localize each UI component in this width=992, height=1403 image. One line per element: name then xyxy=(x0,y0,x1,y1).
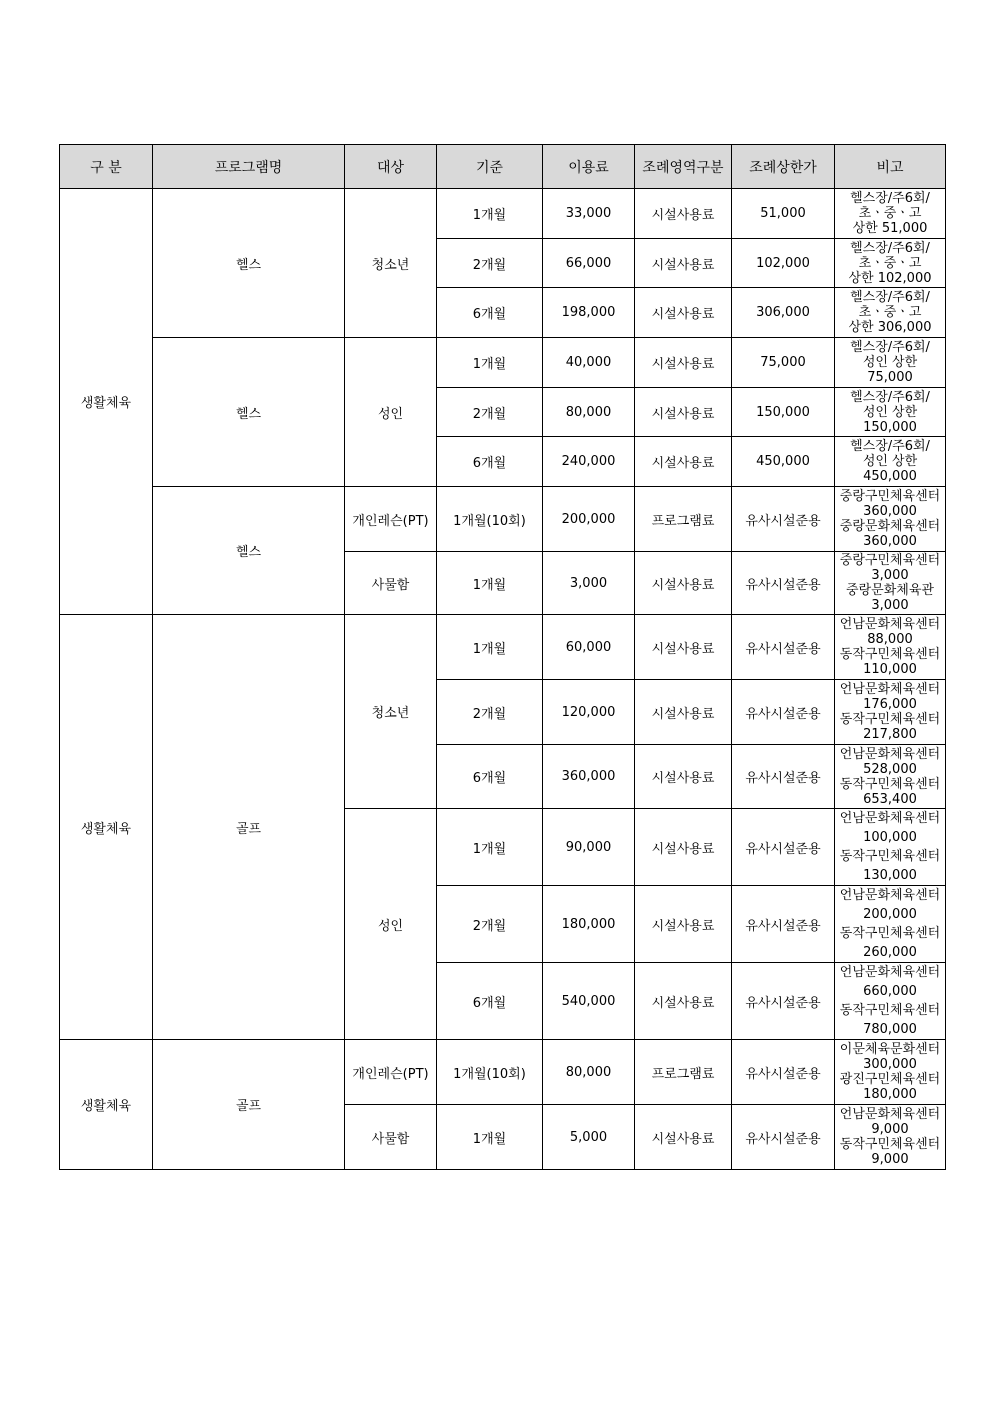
program-cell: 골프 xyxy=(153,615,345,1040)
target-cell: 사물함 xyxy=(345,1105,437,1170)
type-cell: 시설사용료 xyxy=(635,680,732,745)
type-cell: 프로그램료 xyxy=(635,1040,732,1105)
table-row xyxy=(60,615,946,680)
program-cell: 헬스 xyxy=(153,487,345,615)
type-cell: 시설사용료 xyxy=(635,239,732,288)
fee-cell: 3,000 xyxy=(543,552,635,615)
program-cell: 헬스 xyxy=(153,338,345,487)
note-cell: 헬스장/주6회/ 성인 상한 450,000 xyxy=(835,437,946,487)
type-cell: 시설사용료 xyxy=(635,809,732,886)
limit-cell: 유사시설준용 xyxy=(732,615,835,680)
basis-cell: 6개월 xyxy=(437,745,543,809)
limit-cell: 102,000 xyxy=(732,239,835,288)
limit-cell: 유사시설준용 xyxy=(732,886,835,963)
type-cell: 시설사용료 xyxy=(635,886,732,963)
header-program: 프로그램명 xyxy=(153,145,345,189)
target-cell: 성인 xyxy=(345,809,437,1040)
note-cell: 중랑구민체육센터 360,000 중랑문화체육센터 360,000 xyxy=(835,487,946,552)
fee-cell: 200,000 xyxy=(543,487,635,552)
table-row xyxy=(60,189,946,239)
basis-cell: 1개월 xyxy=(437,809,543,886)
basis-cell: 1개월 xyxy=(437,552,543,615)
header-target: 대상 xyxy=(345,145,437,189)
basis-cell: 1개월 xyxy=(437,189,543,239)
note-cell: 헬스장/주6회/ 성인 상한 75,000 xyxy=(835,338,946,388)
basis-cell: 1개월 xyxy=(437,615,543,680)
fee-cell: 40,000 xyxy=(543,338,635,388)
note-cell: 언남문화체육센터 88,000 동작구민체육센터 110,000 xyxy=(835,615,946,680)
type-cell: 시설사용료 xyxy=(635,552,732,615)
note-cell: 언남문화체육센터 528,000 동작구민체육센터 653,400 xyxy=(835,745,946,809)
note-cell: 헬스장/주6회/ 초ㆍ중ㆍ고 상한 102,000 xyxy=(835,239,946,288)
limit-cell: 유사시설준용 xyxy=(732,809,835,886)
category-cell: 생활체육 xyxy=(60,1040,153,1170)
program-cell: 헬스 xyxy=(153,189,345,338)
limit-cell: 유사시설준용 xyxy=(732,552,835,615)
limit-cell: 75,000 xyxy=(732,338,835,388)
target-cell: 개인레슨(PT) xyxy=(345,1040,437,1105)
limit-cell: 450,000 xyxy=(732,437,835,487)
type-cell: 시설사용료 xyxy=(635,338,732,388)
type-cell: 시설사용료 xyxy=(635,963,732,1040)
basis-cell: 6개월 xyxy=(437,288,543,338)
fee-cell: 540,000 xyxy=(543,963,635,1040)
header-fee: 이용료 xyxy=(543,145,635,189)
type-cell: 시설사용료 xyxy=(635,615,732,680)
note-cell: 중랑구민체육센터 3,000 중랑문화체육관 3,000 xyxy=(835,552,946,615)
note-cell: 헬스장/주6회/ 초ㆍ중ㆍ고 상한 51,000 xyxy=(835,189,946,239)
limit-cell: 51,000 xyxy=(732,189,835,239)
target-cell: 성인 xyxy=(345,338,437,487)
basis-cell: 6개월 xyxy=(437,963,543,1040)
fee-cell: 90,000 xyxy=(543,809,635,886)
fee-cell: 80,000 xyxy=(543,1040,635,1105)
basis-cell: 1개월 xyxy=(437,338,543,388)
basis-cell: 2개월 xyxy=(437,239,543,288)
fee-cell: 198,000 xyxy=(543,288,635,338)
header-ordinance-type: 조례영역구분 xyxy=(635,145,732,189)
limit-cell: 306,000 xyxy=(732,288,835,338)
header-row xyxy=(60,145,946,189)
target-cell: 청소년 xyxy=(345,189,437,338)
category-cell: 생활체육 xyxy=(60,615,153,1040)
header-ordinance-limit: 조례상한가 xyxy=(732,145,835,189)
target-cell: 사물함 xyxy=(345,552,437,615)
basis-cell: 1개월(10회) xyxy=(437,487,543,552)
fee-table xyxy=(59,144,946,1170)
note-cell: 언남문화체육센터 660,000 동작구민체육센터 780,000 xyxy=(835,963,946,1040)
limit-cell: 150,000 xyxy=(732,388,835,437)
note-cell: 언남문화체육센터 9,000 동작구민체육센터 9,000 xyxy=(835,1105,946,1170)
header-category: 구 분 xyxy=(60,145,153,189)
note-cell: 헬스장/주6회/ 성인 상한 150,000 xyxy=(835,388,946,437)
limit-cell: 유사시설준용 xyxy=(732,1040,835,1105)
limit-cell: 유사시설준용 xyxy=(732,963,835,1040)
note-cell: 언남문화체육센터 200,000 동작구민체육센터 260,000 xyxy=(835,886,946,963)
limit-cell: 유사시설준용 xyxy=(732,1105,835,1170)
fee-cell: 33,000 xyxy=(543,189,635,239)
basis-cell: 6개월 xyxy=(437,437,543,487)
type-cell: 프로그램료 xyxy=(635,487,732,552)
target-cell: 청소년 xyxy=(345,615,437,809)
note-cell: 언남문화체육센터 100,000 동작구민체육센터 130,000 xyxy=(835,809,946,886)
fee-cell: 66,000 xyxy=(543,239,635,288)
header-basis: 기준 xyxy=(437,145,543,189)
type-cell: 시설사용료 xyxy=(635,437,732,487)
fee-cell: 240,000 xyxy=(543,437,635,487)
fee-cell: 180,000 xyxy=(543,886,635,963)
table-row xyxy=(60,338,946,388)
type-cell: 시설사용료 xyxy=(635,288,732,338)
table-row xyxy=(60,1040,946,1105)
type-cell: 시설사용료 xyxy=(635,1105,732,1170)
header-note: 비고 xyxy=(835,145,946,189)
type-cell: 시설사용료 xyxy=(635,189,732,239)
program-cell: 골프 xyxy=(153,1040,345,1170)
limit-cell: 유사시설준용 xyxy=(732,487,835,552)
fee-cell: 360,000 xyxy=(543,745,635,809)
basis-cell: 2개월 xyxy=(437,388,543,437)
note-cell: 이문체육문화센터 300,000 광진구민체육센터 180,000 xyxy=(835,1040,946,1105)
type-cell: 시설사용료 xyxy=(635,388,732,437)
limit-cell: 유사시설준용 xyxy=(732,745,835,809)
fee-cell: 120,000 xyxy=(543,680,635,745)
note-cell: 헬스장/주6회/ 초ㆍ중ㆍ고 상한 306,000 xyxy=(835,288,946,338)
basis-cell: 1개월 xyxy=(437,1105,543,1170)
table-row xyxy=(60,487,946,552)
fee-cell: 5,000 xyxy=(543,1105,635,1170)
note-cell: 언남문화체육센터 176,000 동작구민체육센터 217,800 xyxy=(835,680,946,745)
basis-cell: 2개월 xyxy=(437,886,543,963)
fee-cell: 60,000 xyxy=(543,615,635,680)
fee-cell: 80,000 xyxy=(543,388,635,437)
limit-cell: 유사시설준용 xyxy=(732,680,835,745)
type-cell: 시설사용료 xyxy=(635,745,732,809)
basis-cell: 1개월(10회) xyxy=(437,1040,543,1105)
target-cell: 개인레슨(PT) xyxy=(345,487,437,552)
basis-cell: 2개월 xyxy=(437,680,543,745)
category-cell: 생활체육 xyxy=(60,189,153,615)
